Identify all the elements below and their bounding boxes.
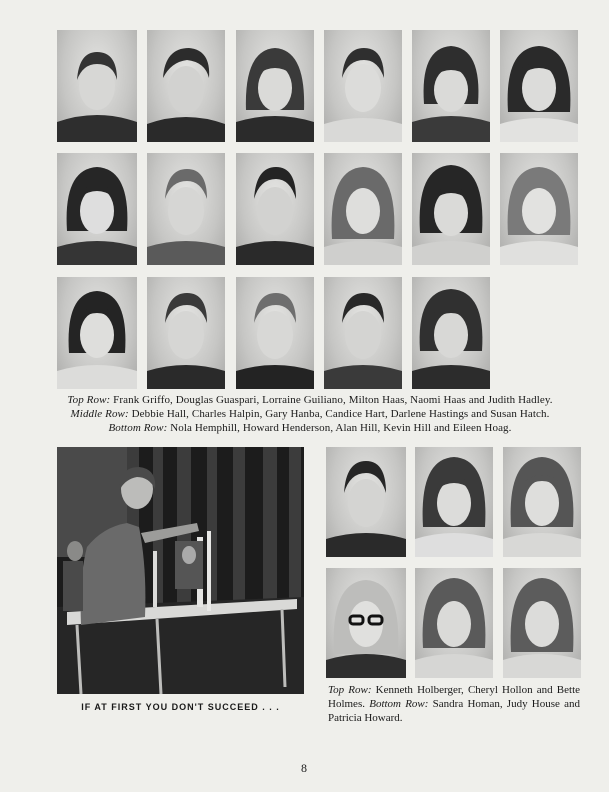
portrait-patricia-howard [503, 568, 581, 678]
portrait-candice-hart [324, 153, 402, 265]
caption2-bottom-row-names: Sandra Homan, Judy House and Patricia Howard. [328, 698, 581, 724]
portrait-debbie-hall [57, 153, 137, 265]
portrait-naomi-haas [412, 30, 490, 142]
caption-bottom-row-label: Bottom Row: [108, 422, 168, 434]
caption-middle-row-names: Debbie Hall, Charles Halpin, Gary Hanba, Candice Hart, Darlene Hastings and Susan Hatch. [131, 408, 550, 420]
section1-caption [40, 393, 580, 435]
caption-top-row [40, 393, 580, 407]
portrait-bette-holmes [503, 447, 581, 557]
portrait-douglas-guaspari [147, 30, 225, 142]
portrait-kenneth-holberger [326, 447, 406, 557]
portrait-kevin-hill [324, 277, 402, 389]
portrait-frank-griffo [57, 30, 137, 142]
portrait-gary-hanba [236, 153, 314, 265]
portrait-lorraine-guiliano [236, 30, 314, 142]
caption-middle-row [40, 407, 580, 421]
portrait-judith-hadley [500, 30, 578, 142]
caption2-bottom-row-label: Bottom Row: [369, 698, 429, 710]
portrait-alan-hill [236, 277, 314, 389]
page-number: 8 [301, 761, 307, 775]
portrait-nola-hemphill [57, 277, 137, 389]
caption-top-row-names: Frank Griffo, Douglas Guaspari, Lorraine Guiliano, Milton Haas, Naomi Haas and Judith Hadley. [113, 394, 553, 406]
portrait-susan-hatch [500, 153, 578, 265]
event-photo [57, 447, 304, 694]
caption-top-row-label: Top Row: [67, 394, 111, 406]
caption2-top-row-label: Top Row: [328, 684, 372, 696]
caption-middle-row-label: Middle Row: [70, 408, 129, 420]
portrait-cheryl-hollon [415, 447, 493, 557]
portrait-milton-haas [324, 30, 402, 142]
portrait-judy-house [415, 568, 493, 678]
portrait-sandra-homan [326, 568, 406, 678]
caption-bottom-row-names: Nola Hemphill, Howard Henderson, Alan Hill, Kevin Hill and Eileen Hoag. [170, 422, 512, 434]
caption-bottom-row [40, 421, 580, 435]
portrait-eileen-hoag [412, 277, 490, 389]
section2-caption [328, 683, 580, 725]
caption2-top-row-names: Kenneth Holberger, Cheryl Hollon and Bette Holmes. [328, 684, 581, 710]
portrait-darlene-hastings [412, 153, 490, 265]
portrait-charles-halpin [147, 153, 225, 265]
event-photo-caption: IF AT FIRST YOU DON'T SUCCEED . . . [81, 702, 280, 712]
portrait-howard-henderson [147, 277, 225, 389]
